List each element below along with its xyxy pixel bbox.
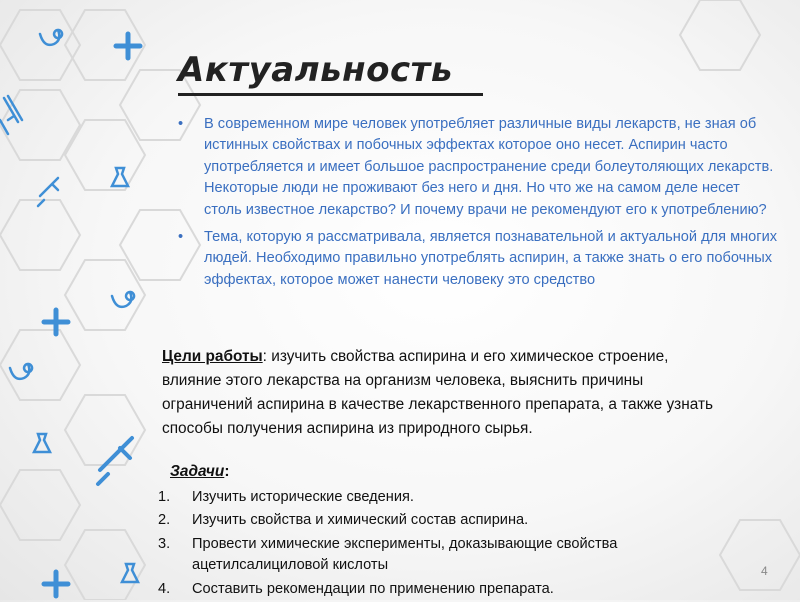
goals-paragraph [162, 345, 722, 441]
title-underline [178, 93, 483, 96]
stethoscope-icon [40, 30, 62, 45]
bullet-item: • В современном мире человек употребляет различные виды лекарств, не зная об истинных свойствах и побочных эффектах которое оно несет. Аспирин часто употребляется и имеет большое распространение среди болеутоляющих лекарств. Некоторые люди не проживают без него и дня. Но что же на самом деле несет столь известное лекарство? И почему врачи не рекомендуют его к употреблению? [178, 114, 778, 221]
tasks-heading [170, 463, 229, 481]
task-item [158, 534, 738, 577]
task-number: 4. [158, 580, 171, 597]
bullet-item: • Тема, которую я рассматривала, является познавательной и актуальной для многих людей. Необходимо правильно употреблять аспирин, а также знать о его побочных эффектах, которое может нанести человеку это средство [178, 227, 778, 291]
goals-text: : изучить свойства аспирина и его химическое строение, влияние этого лекарства на организм человека, выяснить причины ограничений аспирина в качестве лекарственного препарата, а также узнать способы получения аспирина из природного сырья. [162, 348, 714, 437]
flask-icon [122, 564, 138, 582]
task-text: Составить рекомендации по применению препарата. [192, 580, 554, 597]
task-item [158, 579, 738, 600]
task-number: 1. [158, 489, 171, 505]
cross-icon [44, 572, 68, 596]
syringe-icon [38, 178, 58, 206]
task-number: 2. [158, 512, 171, 529]
tasks-label: Задачи [170, 463, 225, 480]
task-text: Изучить свойства и химический состав аспирина. [192, 512, 529, 529]
test-tube-icon [4, 96, 22, 122]
task-number: 3. [158, 535, 171, 552]
goals-label: Цели работы [162, 348, 263, 365]
page-number: 4 [761, 564, 768, 578]
tasks-colon: : [224, 463, 230, 480]
slide-title: Актуальность [178, 50, 453, 90]
task-text: Изучить исторические сведения. [192, 489, 414, 505]
stethoscope-icon [112, 292, 134, 307]
bullet-list [178, 114, 778, 297]
task-item [158, 510, 738, 531]
task-item [158, 487, 738, 508]
tasks-list [158, 487, 738, 602]
flask-icon [34, 434, 50, 452]
task-text: Провести химические эксперименты, доказывающие свойства ацетилсалициловой кислоты [192, 535, 618, 574]
stethoscope-icon [10, 364, 32, 379]
cross-icon [116, 34, 140, 58]
flask-icon [112, 168, 128, 186]
